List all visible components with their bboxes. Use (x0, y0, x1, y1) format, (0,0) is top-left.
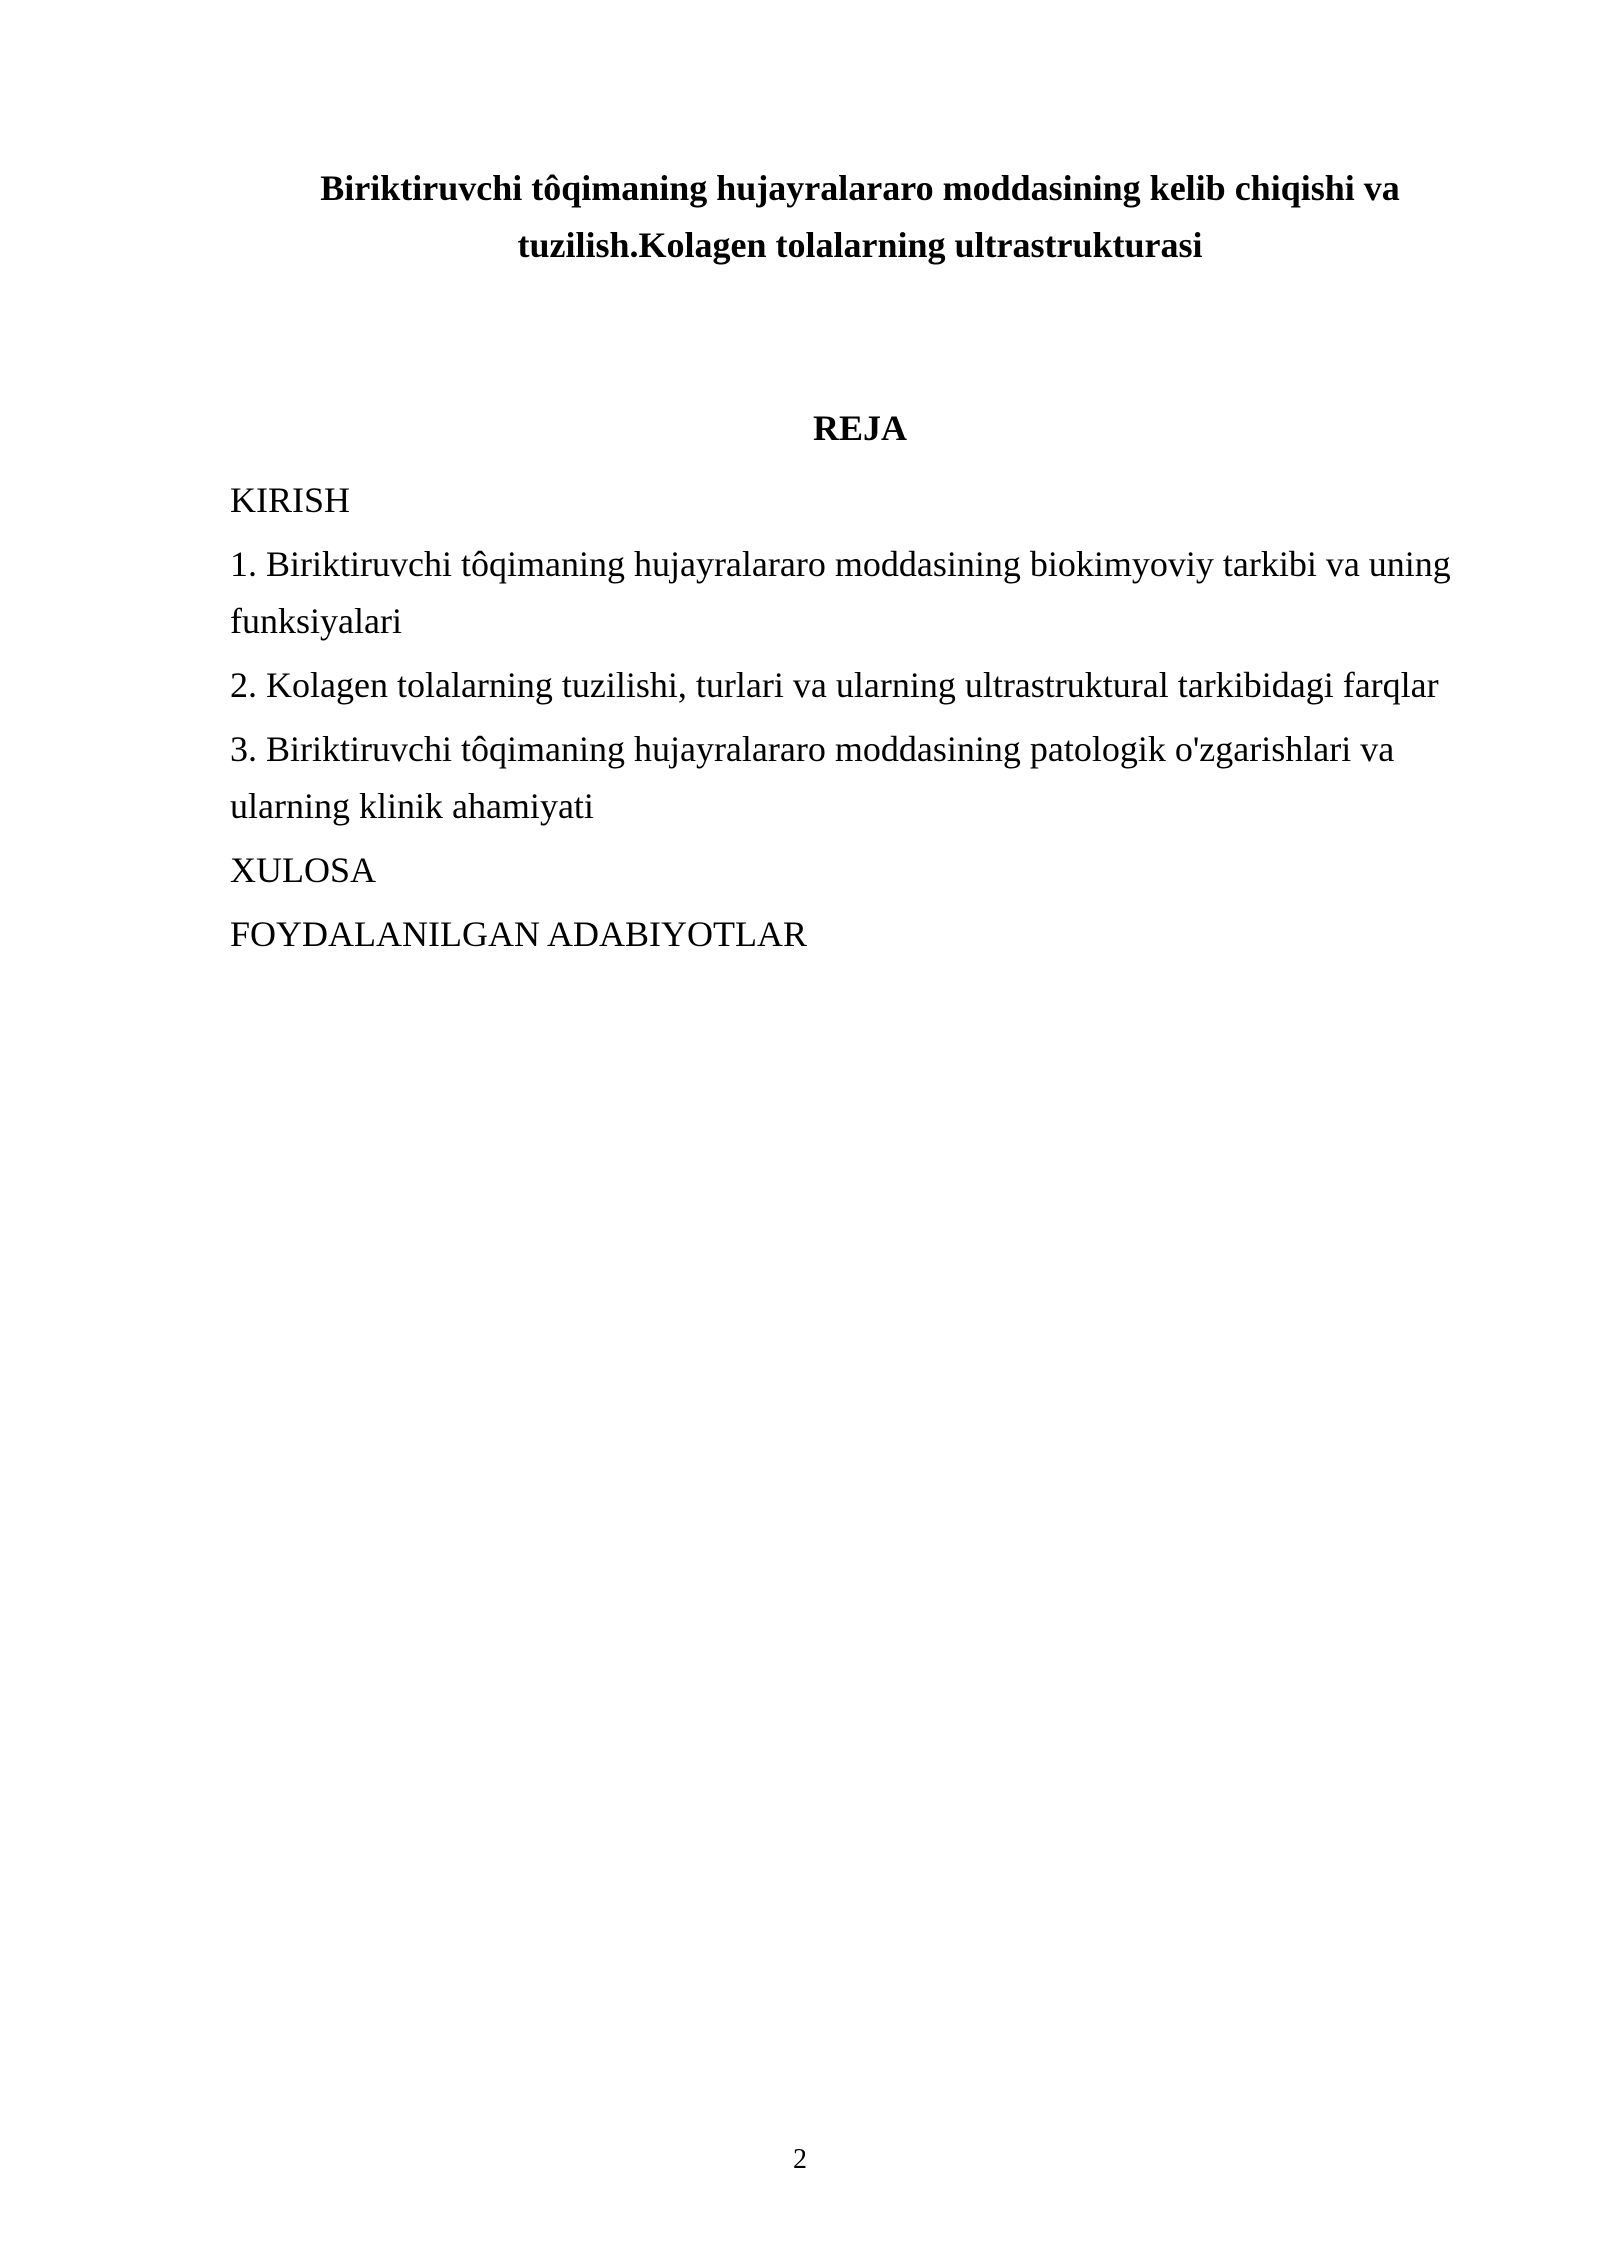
document-title: Biriktiruvchi tôqimaning hujayralararo moddasining kelib chiqishi va tuzilish.Kolagen tolalarning ultrastrukturasi (320, 168, 1400, 265)
page-number: 2 (793, 2144, 807, 2175)
plan-item-references: FOYDALANILGAN ADABIYOTLAR (230, 914, 807, 954)
plan-item-3: 3. Biriktiruvchi tôqimaning hujayralararo moddasining patologik o'zgarishlari va ularning klinik ahamiyati (230, 729, 1395, 826)
plan-item-conclusion: XULOSA (230, 850, 377, 890)
plan-heading: REJA (812, 408, 907, 448)
plan-item-2: 2. Kolagen tolalarning tuzilishi, turlari va ularning ultrastruktural tarkibidagi farqlar (230, 665, 1439, 705)
plan-item-introduction: KIRISH (230, 480, 351, 520)
plan-list (230, 472, 1492, 970)
plan-item-1: 1. Biriktiruvchi tôqimaning hujayralararo moddasining biokimyoviy tarkibi va uning funksiyalari (230, 544, 1451, 641)
